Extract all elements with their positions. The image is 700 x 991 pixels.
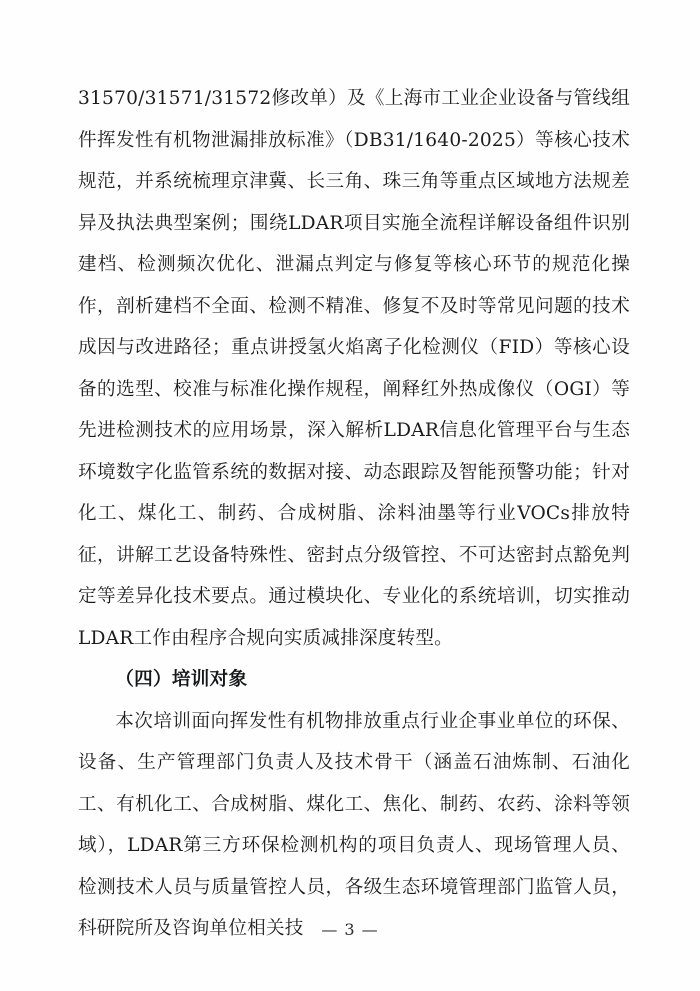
page-number-footer: — 3 — — [321, 920, 379, 939]
paragraph-training-audience: 本次培训面向挥发性有机物排放重点行业企事业单位的环保、设备、生产管理部门负责人及技术骨干（涵盖石油炼制、石油化工、有机化工、合成树脂、煤化工、焦化、制药、农药、涂料等领域），LDAR第三方环保检测机构的项目负责人、现场管理人员、检测技术人员与质量管控人员，各级生态环境管理部门监管人员，科研院所及咨询单位相关技 — [78, 710, 630, 939]
paragraph-training-content: 31570/31571/31572修改单）及《上海市工业企业设备与管线组件挥发性有机物泄漏排放标准》（DB31/1640-2025）等核心技术规范，并系统梳理京津冀、长三角、珠三角等重点区域地方法规差异及执法典型案例；围绕LDAR项目实施全流程详解设备组件识别建档、检测频次优化、泄漏点判定与修复等核心环节的规范化操作，剖析建档不全面、检测不精准、修复不及时等常见问题的技术成因与改进路径；重点讲授氢火焰离子化检测仪（FID）等核心设备的选型、校准与标准化操作规程，阐释红外热成像仪（OGI）等先进检测技术的应用场景，深入解析LDAR信息化管理平台与生态环境数字化监管系统的数据对接、动态跟踪及智能预警功能；针对化工、煤化工、制药、合成树脂、涂料油墨等行业VOCs排放特征，讲解工艺设备特殊性、密封点分级管控、不可达密封点豁免判定等差异化技术要点。通过模块化、专业化的系统培训，切实推动LDAR工作由程序合规向实质减排深度转型。 — [78, 88, 630, 649]
section-heading-training-audience: （四）培训对象 — [115, 669, 248, 690]
page-body — [78, 78, 630, 950]
